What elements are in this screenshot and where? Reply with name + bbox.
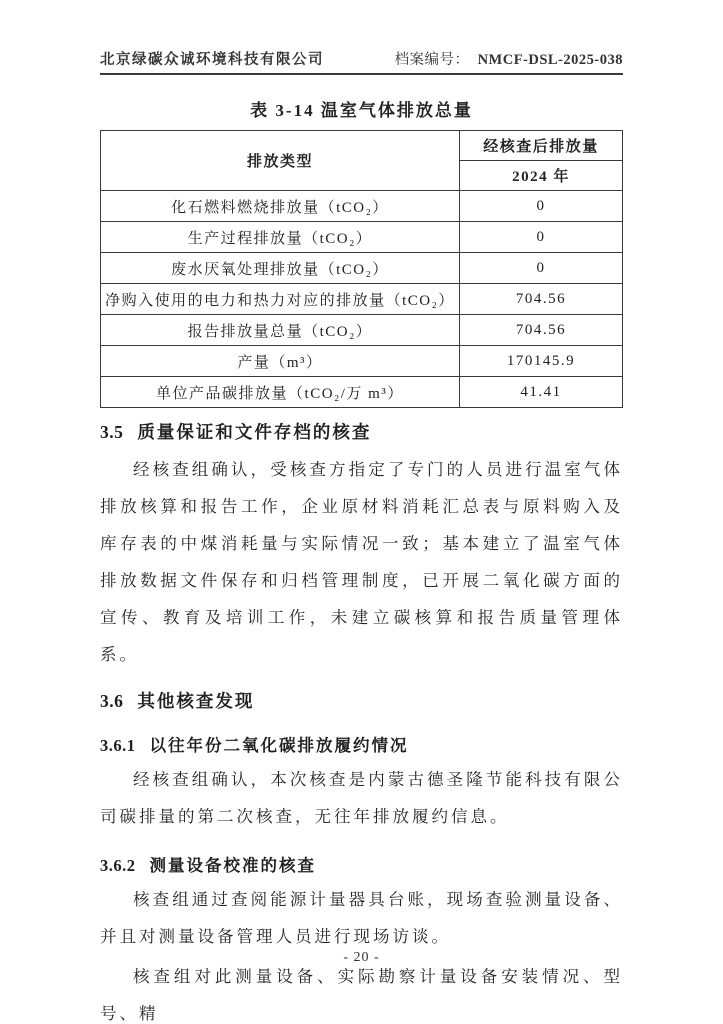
row-label: 单位产品碳排放量（tCO₂/万 m³） (101, 377, 460, 408)
section-title: 其他核查发现 (137, 691, 255, 711)
row-label: 净购入使用的电力和热力对应的排放量（tCO₂） (101, 284, 460, 315)
row-value: 41.41 (459, 377, 622, 408)
row-label: 废水厌氧处理排放量（tCO₂） (101, 253, 460, 284)
table-row (101, 346, 623, 377)
section-number: 3.6 (100, 691, 124, 711)
row-label: 产量（m³） (101, 346, 460, 377)
section-number: 3.6.2 (100, 856, 136, 875)
table-row (101, 191, 623, 222)
table-row (101, 377, 623, 408)
row-label: 化石燃料燃烧排放量（tCO₂） (101, 191, 460, 222)
header-cell-verified-emissions: 经核查后排放量 (459, 131, 622, 161)
table-row (101, 253, 623, 284)
section-3-6-2-paragraph-2: 核查组对此测量设备、实际勘察计量设备安装情况、型号、精 (100, 967, 623, 1023)
section-3-5-paragraph: 经核查组确认，受核查方指定了专门的人员进行温室气体排放核算和报告工作，企业原材料消耗汇总表与原料购入及库存表的中煤消耗量与实际情况一致；基本建立了温室气体排放数据文件保存和归档管理制度，已开展二氧化碳方面的宣传、教育及培训工作，未建立碳核算和报告质量管理体系。 (100, 460, 623, 664)
row-value: 0 (459, 191, 622, 222)
table-caption: 表 3-14 温室气体排放总量 (250, 101, 473, 120)
section-heading-3-6-2 (100, 852, 623, 876)
row-value: 704.56 (459, 315, 622, 346)
table-row (101, 284, 623, 315)
section-heading-3-6-1 (100, 732, 623, 756)
section-heading-3-6 (100, 688, 623, 713)
section-3-6-2-paragraph-1: 核查组通过查阅能源计量器具台账，现场查验测量设备、并且对测量设备管理人员进行现场访谈。 (100, 890, 623, 946)
header-cell-year: 2024 年 (459, 161, 622, 191)
section-title: 以往年份二氧化碳排放履约情况 (149, 736, 409, 755)
section-3-6-1-paragraph: 经核查组确认，本次核查是内蒙古德圣隆节能科技有限公司碳排量的第二次核查，无往年排放履约信息。 (100, 770, 623, 826)
page-header (100, 0, 623, 75)
section-title: 质量保证和文件存档的核查 (137, 422, 372, 442)
row-value: 0 (459, 253, 622, 284)
section-number: 3.5 (100, 422, 124, 442)
table-row (101, 315, 623, 346)
section-heading-3-5 (100, 419, 623, 444)
row-value: 704.56 (459, 284, 622, 315)
archive-label: 档案编号： (394, 52, 470, 68)
row-label: 生产过程排放量（tCO₂） (101, 222, 460, 253)
page-content (100, 0, 623, 1024)
table-row (101, 222, 623, 253)
archive-number-field (395, 48, 623, 69)
page-number: - 20 - (343, 950, 380, 965)
archive-number: NMCF-DSL-2025-038 (477, 52, 623, 68)
row-label: 报告排放量总量（tCO₂） (101, 315, 460, 346)
company-name: 北京绿碳众诚环境科技有限公司 (100, 52, 324, 68)
section-number: 3.6.1 (100, 736, 136, 755)
emissions-table (100, 130, 623, 408)
table-header-row-1 (101, 131, 623, 161)
section-title: 测量设备校准的核查 (149, 856, 316, 875)
header-cell-emission-type: 排放类型 (101, 131, 460, 191)
row-value: 170145.9 (459, 346, 622, 377)
row-value: 0 (459, 222, 622, 253)
